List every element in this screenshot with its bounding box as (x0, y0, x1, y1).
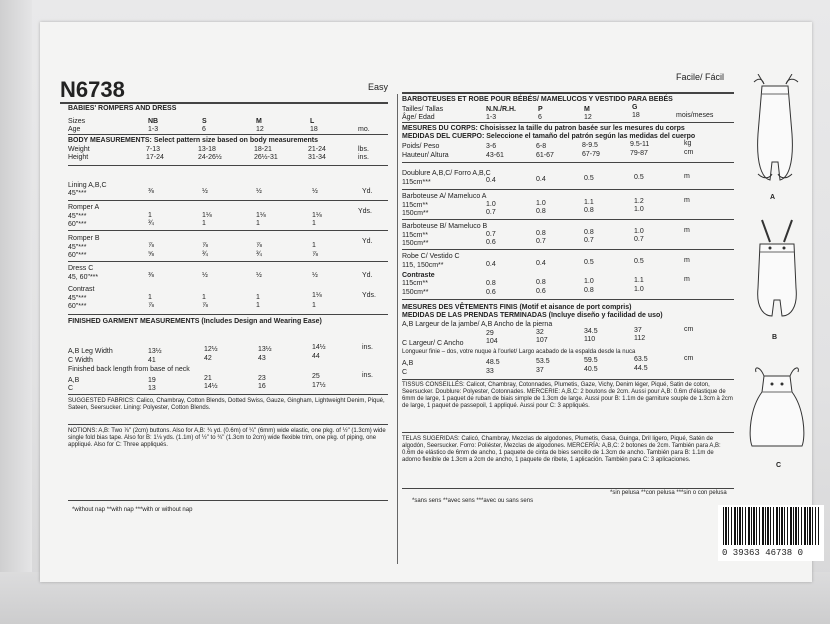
yds-unit: Yds. (362, 292, 377, 299)
barboteuse-b-label: Barboteuse B/ Mameluco B (402, 223, 488, 230)
size-nb: NB (148, 118, 159, 125)
upc-barcode (718, 505, 824, 561)
rule (68, 200, 388, 201)
view-a-illustration (744, 74, 806, 190)
m-unit: m (684, 276, 690, 283)
yardage: ⅞ (202, 302, 208, 309)
metrage: 1.0 (536, 200, 546, 207)
metrage: 1.0 (634, 228, 644, 235)
rule (402, 122, 734, 123)
robe-label: Robe C/ Vestido C (402, 253, 460, 260)
measure: 13½ (148, 348, 162, 355)
metrage: 0.7 (536, 238, 546, 245)
longueur-label: Longueur finie – dos, votre nuque à l'ourlet/ Largo acabado de la espalda desde la nuca (402, 349, 636, 355)
measure: 42 (204, 355, 212, 362)
measure: 44 (312, 353, 320, 360)
dress-c-width: 45, 60"*** (68, 274, 99, 281)
yardage: ⅞ (312, 251, 318, 258)
metrage: 0.5 (584, 259, 594, 266)
yd-unit: Yd. (362, 272, 373, 279)
left-title: BABIES' ROMPERS AND DRESS (68, 105, 177, 112)
metrage: 0.8 (486, 280, 496, 287)
notions: NOTIONS: A,B: Two ⅞" (2cm) buttons. Also for A,B: ¾ yd. (0.6m) of ¼" (6mm) wide elastic, one pkg. of ½" (1.3cm) wide single fold bias tape. Also for B: 1⅛ yds. (1.1m) of ½" to ¾" (1.3cm to 2cm) wide flexible trim, one pkg. of piping, one appliqué. Also for C: Three appliqués. (68, 428, 386, 448)
age: 6 (538, 114, 542, 121)
height-value: 26½-31 (254, 154, 278, 161)
age-s: 6 (202, 126, 206, 133)
measure: 21 (204, 375, 212, 382)
measure: 40.5 (584, 366, 598, 373)
height-label: Height (68, 154, 89, 161)
measure: 59.5 (584, 357, 598, 364)
column-divider (397, 94, 398, 564)
rule (402, 162, 734, 163)
measure: 29 (486, 330, 494, 337)
measure: 104 (486, 338, 498, 345)
measure: 37 (634, 327, 642, 334)
poids-value: 3-6 (486, 143, 497, 150)
metrage: 0.7 (584, 237, 594, 244)
poids-value: 9.5-11 (630, 141, 650, 148)
measure: 33 (486, 368, 494, 375)
measure: 16 (258, 383, 266, 390)
yardage: ⅞ (256, 242, 262, 249)
contraste-label: Contraste (402, 272, 435, 279)
pattern-code: N6738 (60, 77, 125, 102)
size-code: N.N./R.H. (486, 106, 516, 113)
metrage: 1.2 (634, 198, 644, 205)
metrage: 0.6 (486, 239, 496, 246)
height-value: 17-24 (146, 154, 164, 161)
difficulty-en: Easy (368, 82, 389, 92)
weight-value: 13-18 (198, 146, 216, 153)
metrage: 0.6 (486, 289, 496, 296)
m-unit: m (684, 257, 690, 264)
hauteur-value: 79-87 (630, 150, 648, 157)
yd-unit: Yd. (362, 188, 373, 195)
yardage: ½ (312, 188, 318, 195)
rule (402, 432, 734, 433)
right-title: BARBOTEUSES ET ROBE POUR BÉBÉS/ MAMELUCOS Y VESTIDO PARA BEBÉS (402, 96, 673, 103)
yardage: ⅜ (148, 272, 154, 279)
metrage: 1.1 (634, 277, 644, 284)
view-label: C (776, 462, 782, 469)
hauteur-label: Hauteur/ Altura (402, 152, 449, 159)
difficulty-fr: Facile/ Fácil (676, 72, 725, 82)
metrage: 1.0 (486, 201, 496, 208)
rule (402, 299, 734, 300)
medidas-del-cuerpo: MEDIDAS DEL CUERPO: Seleccione el tamaño del patrón según las medidas del cuerpo (402, 133, 696, 140)
barboteuse-b-width2: 150cm** (402, 240, 429, 247)
measure: 25 (312, 373, 320, 380)
metrage: 0.6 (536, 288, 546, 295)
footnote-es: *sin pelusa **con pelusa ***sin o con pelusa (610, 490, 727, 496)
mesures-du-corps: MESURES DU CORPS: Choisissez la taille du patron basée sur les mesures du corps (402, 125, 685, 132)
hauteur-value: 67-79 (582, 151, 600, 158)
suggested-fabrics: SUGGESTED FABRICS: Calico, Chambray, Cotton Blends, Dotted Swiss, Gauze, Gingham, Lightweight Denim, Piqué, Sateen, Seersucker. Lining: Polyester, Cotton Blends. (68, 398, 385, 411)
romper-b-width2: 60"*** (68, 252, 87, 259)
metrage: 0.7 (486, 231, 496, 238)
romper-b-label: Romper B (68, 235, 100, 242)
yardage: ½ (312, 272, 318, 279)
medidas-terminadas: MEDIDAS DE LAS PRENDAS TERMINADAS (Incluye diseño y facilidad de uso) (402, 312, 663, 319)
back-length-label: Finished back length from base of neck (68, 366, 190, 373)
finished-measurements: FINISHED GARMENT MEASUREMENTS (Includes Design and Wearing Ease) (68, 318, 322, 325)
months-unit: mo. (358, 126, 370, 133)
measure: 14½ (204, 383, 218, 390)
age: 12 (584, 114, 592, 121)
metrage: 0.5 (634, 258, 644, 265)
yardage: 1 (312, 242, 316, 249)
yardage: 1 (148, 212, 152, 219)
measure: 112 (634, 335, 646, 342)
yardage: 1 (148, 294, 152, 301)
height-value: 24-26½ (198, 154, 222, 161)
yardage: ½ (256, 272, 262, 279)
upc-number: 0 39363 46738 0 (722, 548, 804, 558)
poids-label: Poids/ Peso (402, 143, 440, 150)
yardage: 1 (256, 302, 260, 309)
metrage: 1.0 (584, 278, 594, 285)
contrast-label: Contrast (68, 286, 95, 293)
mois-unit: mois/meses (676, 112, 714, 119)
age: 1-3 (486, 114, 497, 121)
header-rule-left (60, 102, 388, 104)
measure: 63.5 (634, 356, 648, 363)
romper-a-label: Romper A (68, 204, 100, 211)
measure: 13 (148, 385, 156, 392)
lbs-unit: lbs. (358, 146, 369, 153)
sizes-label: Sizes (68, 118, 86, 125)
metrage: 0.7 (634, 236, 644, 243)
yardage: ⅞ (148, 302, 154, 309)
barboteuse-a-label: Barboteuse A/ Mameluco A (402, 193, 487, 200)
measure: 12½ (204, 346, 218, 353)
rule (68, 230, 388, 231)
yardage: ¾ (256, 251, 262, 258)
romper-a-width1: 45"*** (68, 213, 87, 220)
measure: 44.5 (634, 365, 648, 372)
size-s: S (202, 118, 207, 125)
rule (402, 249, 734, 250)
yardage: 1 (312, 220, 316, 227)
m-unit: m (684, 173, 690, 180)
yardage: ¾ (148, 220, 154, 227)
rule (68, 500, 388, 501)
metrage: 0.4 (486, 261, 496, 268)
poids-value: 6-8 (536, 143, 547, 150)
tissus-conseilles: TISSUS CONSEILLÉS: Calicot, Chambray, Cotonnades, Plumetis, Gaze, Vichy, Denim léger, Piqué, Satin de coton, Seersucker. Doublure: Polyester, Cotonnades. MERCERIE: A,B,C: 2 boutons de 2cm. Aussi pour A,B: 0.6m d'élastique de 6mm de large, 1 paquet de ruban de biais simple de 1.3cm de large. Aussi pour B: 1.1m de garniture souple de 1.3cm à 2cm de large, 1 paquet de passepoil, 1 appliqué. Aussi pour C: 3 appliqués. (402, 382, 733, 409)
view-c-illustration (746, 362, 808, 456)
metrage: 1.1 (584, 199, 594, 206)
measure: 37 (536, 367, 544, 374)
telas-sugeridas: TELAS SUGERIDAS: Calicó, Chambray, Mezclas de algodones, Plumetis, Gasa, Guinga, Dril ligero, Piqué, Satén de algodón, Seersucker. Forro: Poliéster, Mezclas de algodones. MERCERÍA: A,B,C: 2 botones de 2cm. También para A,B: 0.6m de elástico de 6mm de ancho, 1 paquete de cinta de bies sencillo de 1.3cm de ancho. También para B: 1.1m de adorno flexible de 1.3cm a 2cm de ancho, 1 paquete de ribete, 1 aplicación. También para C: 3 aplicaciones. (402, 436, 721, 463)
leg-width-label: A,B Leg Width (68, 348, 113, 355)
c-label: C (68, 385, 74, 392)
height-value: 31-34 (308, 154, 326, 161)
yardage: ⅞ (202, 242, 208, 249)
measure: 107 (536, 337, 548, 344)
view-label: B (772, 334, 778, 341)
doublure-label: Doublure A,B,C/ Forro A,B,C (402, 170, 491, 177)
yardage: ½ (202, 272, 208, 279)
age-edad-label: Âge/ Edad (402, 114, 435, 121)
size-code: P (538, 106, 543, 113)
size-code: G (632, 104, 638, 111)
metrage: 1.0 (634, 206, 644, 213)
contrast-width1: 45"*** (68, 295, 87, 302)
metrage: 0.4 (536, 260, 546, 267)
ins-unit: ins. (358, 154, 369, 161)
barboteuse-a-width2: 150cm** (402, 210, 429, 217)
measure: 13½ (258, 346, 272, 353)
robe-width: 115, 150cm** (402, 262, 444, 269)
yardage: 1⅛ (256, 212, 266, 219)
lining-label: Lining A,B,C (68, 182, 107, 189)
metrage: 0.8 (584, 207, 594, 214)
rule (402, 219, 734, 220)
weight-value: 21-24 (308, 146, 326, 153)
age: 18 (632, 112, 640, 119)
hauteur-value: 43-61 (486, 152, 504, 159)
dress-c-label: Dress C (68, 265, 94, 272)
measure: 14½ (312, 344, 326, 351)
age-l: 18 (310, 126, 318, 133)
weight-label: Weight (68, 146, 90, 153)
yds-unit: Yds. (358, 208, 373, 215)
measure: 43 (258, 355, 266, 362)
ab-label: A,B (402, 360, 414, 367)
mesures-finis: MESURES DES VÊTEMENTS FINIS (Motif et aisance de port compris) (402, 304, 632, 311)
metrage: 1.0 (634, 286, 644, 293)
c-label: C (402, 369, 408, 376)
measure: 17½ (312, 382, 326, 389)
header-rule-right (402, 92, 734, 94)
view-label: A (770, 194, 776, 201)
yardage: 1⅛ (202, 212, 212, 219)
yardage: ⅝ (148, 251, 154, 258)
yd-unit: Yd. (362, 238, 373, 245)
cm-unit: cm (684, 355, 694, 362)
measure: 34.5 (584, 328, 598, 335)
measure: 53.5 (536, 358, 550, 365)
barboteuse-b-width1: 115cm** (402, 232, 428, 239)
ab-label: A,B (68, 377, 80, 384)
yardage: 1 (312, 302, 316, 309)
rule (68, 394, 388, 395)
rule (68, 261, 388, 262)
rule (68, 134, 388, 135)
view-b-illustration (746, 218, 808, 328)
hauteur-value: 61-67 (536, 152, 554, 159)
metrage: 0.7 (486, 209, 496, 216)
yardage: ⅞ (148, 242, 154, 249)
metrage: 0.4 (536, 176, 546, 183)
barboteuse-a-width1: 115cm** (402, 202, 428, 209)
ins-unit: ins. (362, 372, 373, 379)
metrage: 0.8 (584, 287, 594, 294)
romper-a-width2: 60"*** (68, 221, 87, 228)
romper-b-width1: 45"*** (68, 244, 87, 251)
metrage: 0.8 (584, 229, 594, 236)
footnote: *without nap **with nap ***with or without nap (72, 507, 193, 513)
ins-unit: ins. (362, 344, 373, 351)
measure: 110 (584, 336, 596, 343)
weight-value: 18-21 (254, 146, 272, 153)
age-m: 12 (256, 126, 264, 133)
weight-value: 7-13 (146, 146, 161, 153)
yardage: 1 (202, 294, 206, 301)
rule (68, 165, 388, 166)
metrage: 0.8 (536, 279, 546, 286)
pattern-back-sheet (40, 22, 812, 582)
rule (402, 189, 734, 190)
yardage: ½ (202, 188, 208, 195)
metrage: 0.8 (536, 230, 546, 237)
metrage: 0.5 (634, 174, 644, 181)
yardage: 1 (256, 294, 260, 301)
metrage: 0.4 (486, 177, 496, 184)
rule (402, 488, 734, 489)
contraste-width1: 115cm** (402, 280, 428, 287)
cm-unit: cm (684, 326, 694, 333)
yardage: ⅜ (148, 188, 154, 195)
rule (68, 424, 388, 425)
metrage: 0.5 (584, 175, 594, 182)
doublure-width: 115cm*** (402, 179, 431, 186)
barcode-bars (723, 507, 819, 545)
age-label: Age (68, 126, 81, 133)
body-measurements: BODY MEASUREMENTS: Select pattern size based on body measurements (68, 137, 318, 144)
cm-unit: cm (684, 149, 694, 156)
yardage: ¾ (202, 251, 208, 258)
age-nb: 1-3 (148, 126, 159, 133)
tailles-label: Tailles/ Tallas (402, 106, 444, 113)
measure: 48.5 (486, 359, 500, 366)
measure: 41 (148, 357, 156, 364)
m-unit: m (684, 197, 690, 204)
yardage: 1 (202, 220, 206, 227)
largeur-jambe-label: A,B Largeur de la jambe/ A,B Ancho de la pierna (402, 321, 553, 328)
c-largeur-label: C Largeur/ C Ancho (402, 340, 464, 347)
yardage: ½ (256, 188, 262, 195)
size-m: M (256, 118, 262, 125)
contrast-width2: 60"*** (68, 303, 87, 310)
yardage: 1⅛ (312, 212, 322, 219)
contraste-width2: 150cm** (402, 289, 429, 296)
metrage: 0.8 (536, 208, 546, 215)
yardage: 1 (256, 220, 260, 227)
measure: 32 (536, 329, 544, 336)
size-l: L (310, 118, 315, 125)
footnote-fr: *sans sens **avec sens ***avec ou sans sens (412, 498, 534, 504)
c-width-label: C Width (68, 357, 93, 364)
rule (402, 379, 734, 380)
kg-unit: kg (684, 140, 692, 147)
size-code: M (584, 106, 590, 113)
measure: 23 (258, 375, 266, 382)
yardage: 1⅛ (312, 292, 322, 299)
m-unit: m (684, 227, 690, 234)
poids-value: 8-9.5 (582, 142, 598, 149)
lining-width: 45"*** (68, 190, 87, 197)
measure: 19 (148, 377, 156, 384)
rule (68, 314, 388, 315)
